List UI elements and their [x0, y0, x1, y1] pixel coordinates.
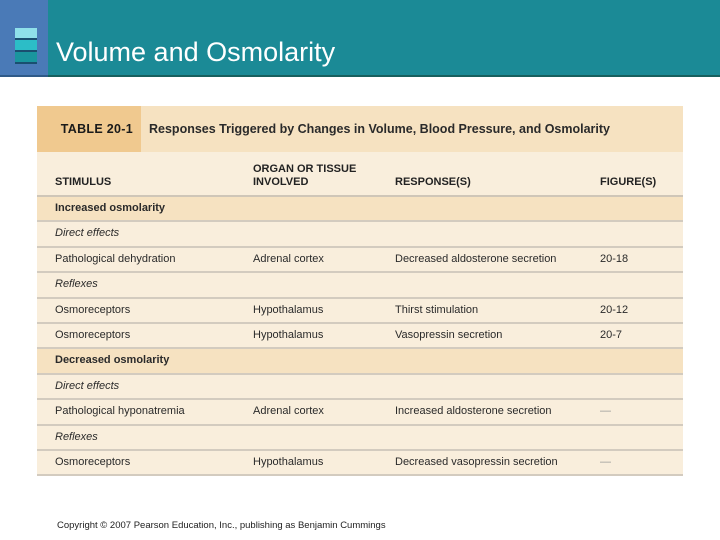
cell-stimulus: Osmoreceptors	[55, 328, 131, 341]
cell-organ: Adrenal cortex	[253, 252, 324, 265]
stack-bar-bottom	[15, 52, 37, 64]
cell-figure: 20-7	[600, 328, 623, 341]
table-label: TABLE 20-1	[37, 106, 141, 152]
cell-response: Increased aldosterone secretion	[395, 405, 552, 418]
cell-figure: —	[600, 455, 611, 468]
cell-organ: Hypothalamus	[253, 455, 324, 468]
cell-organ: Adrenal cortex	[253, 405, 324, 418]
col-header-organ-line2: INVOLVED	[253, 176, 309, 188]
table-row	[37, 451, 683, 476]
table-body	[37, 197, 683, 476]
col-header-figure: FIGURE(S)	[600, 176, 657, 188]
cell-stimulus: Increased osmolarity	[55, 202, 166, 214]
table-subheading-row	[37, 222, 683, 247]
cell-organ: Hypothalamus	[253, 328, 324, 341]
table-caption-text: Responses Triggered by Changes in Volume, Blood Pressure, and Osmolarity	[149, 122, 610, 136]
table-section-row	[37, 349, 683, 374]
col-header-stimulus: STIMULUS	[55, 176, 112, 188]
cell-stimulus: Direct effects	[55, 379, 120, 392]
cell-stimulus: Reflexes	[55, 430, 98, 443]
table-subheading-row	[37, 426, 683, 451]
cell-organ: Hypothalamus	[253, 303, 324, 316]
table-row	[37, 248, 683, 273]
cell-stimulus: Pathological dehydration	[55, 252, 176, 265]
cell-response: Decreased aldosterone secretion	[395, 252, 557, 265]
col-header-response: RESPONSE(S)	[395, 176, 471, 188]
table-subheading-row	[37, 273, 683, 298]
stack-bar-middle	[15, 40, 37, 52]
stack-bar-top	[15, 28, 37, 40]
header-divider	[0, 75, 720, 77]
cell-response: Vasopressin secretion	[395, 328, 503, 341]
table-row	[37, 324, 683, 349]
table-row	[37, 400, 683, 425]
cell-stimulus: Decreased osmolarity	[55, 354, 170, 367]
cell-stimulus: Pathological hyponatremia	[55, 405, 185, 418]
cell-figure: —	[600, 405, 611, 418]
slide-title: Volume and Osmolarity	[56, 37, 336, 67]
table-section-row	[37, 197, 683, 222]
cell-stimulus: Osmoreceptors	[55, 303, 131, 316]
cell-stimulus: Direct effects	[55, 227, 120, 240]
responses-table	[37, 106, 683, 476]
side-accent-shadow	[0, 75, 48, 77]
cell-stimulus: Osmoreceptors	[55, 455, 131, 468]
table-caption	[37, 106, 683, 152]
table-header-row	[37, 152, 683, 197]
table-subheading-row	[37, 375, 683, 400]
cell-response: Thirst stimulation	[395, 303, 479, 316]
col-header-organ	[253, 163, 356, 189]
col-header-organ-line1: ORGAN OR TISSUE	[253, 163, 357, 175]
cell-response: Decreased vasopressin secretion	[395, 455, 558, 468]
stacked-bars-icon	[15, 28, 37, 65]
cell-figure: 20-12	[600, 303, 629, 316]
table-row	[37, 299, 683, 324]
cell-stimulus: Reflexes	[55, 278, 98, 291]
cell-figure: 20-18	[600, 252, 629, 265]
copyright-footer: Copyright © 2007 Pearson Education, Inc., publishing as Benjamin Cummings	[57, 520, 386, 531]
